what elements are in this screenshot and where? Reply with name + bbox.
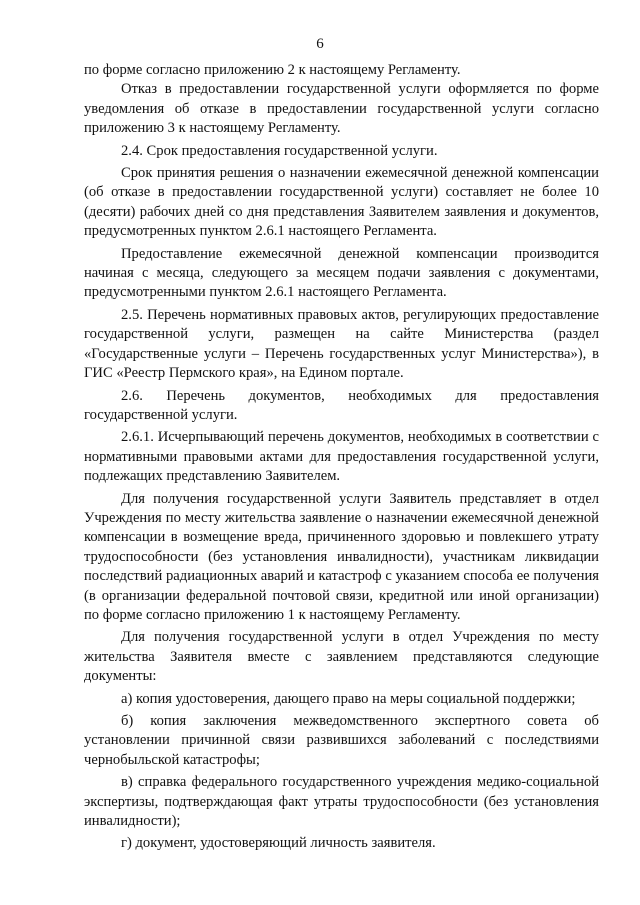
paragraph-decision-term: Срок принятия решения о назначении ежемесячной денежной компенсации (об отказе в предоставлении государственной услуги) составляет не более 10 (десяти) рабочих дней со дня представления Заявителем заявления и документов, предусмотренных пунктом 2.6.1 настоящего Регламента.: [84, 165, 599, 240]
section-2-6-1-document-list: 2.6.1. Исчерпывающий перечень документов, необходимых в соответствии с нормативными правовыми актами для предоставления государственной услуги, подлежащих представлению Заявителем.: [84, 429, 599, 485]
list-item-a: а) копия удостоверения, дающего право на меры социальной поддержки;: [121, 690, 576, 707]
paragraph-required-documents: Для получения государственной услуги в отдел Учреждения по месту жительства Заявителя вместе с заявлением представляются следующие документы:: [84, 629, 599, 685]
list-item-g: г) документ, удостоверяющий личность заявителя.: [121, 835, 436, 852]
paragraph-compensation-start: Предоставление ежемесячной денежной компенсации производится начиная с месяца, следующего за месяцем подачи заявления с документами, предусмотренными пунктом 2.6.1 настоящего Регламента.: [84, 245, 599, 301]
list-item-v: в) справка федерального государственного учреждения медико-социальной экспертизы, подтверждающая факт утраты трудоспособности (без установления инвалидности);: [84, 774, 599, 830]
document-body: [84, 61, 599, 854]
paragraph-continuation: по форме согласно приложению 2 к настоящему Регламенту.: [84, 62, 461, 78]
paragraph-refusal-notice: Отказ в предоставлении государственной услуги оформляется по форме уведомления об отказе в предоставлении государственной услуги согласно приложению 3 к настоящему Регламенту.: [84, 81, 599, 137]
paragraph-application-submission: Для получения государственной услуги Заявитель представляет в отдел Учреждения по месту жительства заявление о назначении ежемесячной денежной компенсации в возмещение вреда, причиненного здоровью и повлекшего утрату трудоспособности (без установления инвалидности), участникам ликвидации последствий радиационных аварий и катастроф с указанием способа ее получения (в организации федеральной почтовой связи, кредитной или иной организации) по форме согласно приложению 1 к настоящему Регламенту.: [84, 490, 599, 623]
section-2-5-legal-acts: 2.5. Перечень нормативных правовых актов, регулирующих предоставление государственной услуги, размещен на сайте Министерства (раздел «Государственные услуги – Перечень государственных услуг Министерства»), в ГИС «Реестр Пермского края», на Едином портале.: [84, 306, 599, 382]
section-heading-2-6: 2.6. Перечень документов, необходимых для предоставления государственной услуги.: [84, 387, 599, 423]
section-heading-2-4: 2.4. Срок предоставления государственной услуги.: [121, 142, 438, 159]
page-number: 6: [316, 36, 324, 52]
list-item-b: б) копия заключения межведомственного экспертного совета об установлении причинной связи развившихся заболеваний с последствиями чернобыльской катастрофы;: [84, 713, 599, 768]
